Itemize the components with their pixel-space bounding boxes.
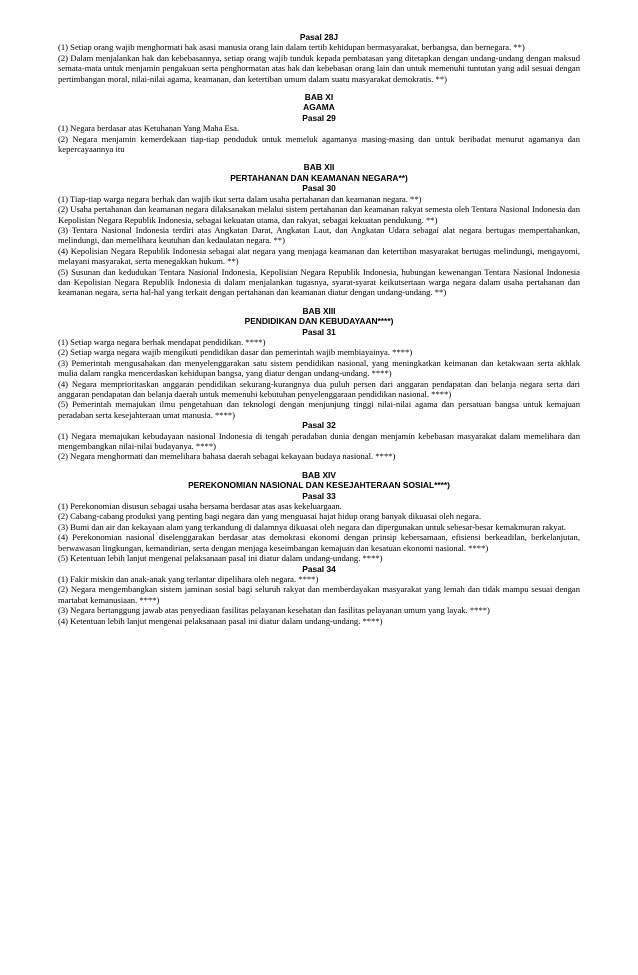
article-paragraph: (2) Setiap warga negara wajib mengikuti pendidikan dasar dan pemerintah wajib membiayainya. ****) — [58, 347, 413, 358]
section-heading: PEREKONOMIAN NASIONAL DAN KESEJAHTERAAN SOSIAL****) — [188, 480, 450, 491]
article-paragraph: (4) Kepolisian Negara Republik Indonesia sebagai alat negara yang menjaga keamanan dan ketertiban masyarakat bertugas melindungi, mengayomi, melayani masyarakat, serta menegakkan hukum. **) — [58, 245, 580, 267]
article-paragraph: (1) Setiap orang wajib menghormati hak asasi manusia orang lain dalam tertib kehidupan bermasyarakat, berbangsa, dan bernegara. **) — [58, 42, 525, 53]
article-paragraph: (3) Tentara Nasional Indonesia terdiri atas Angkatan Darat, Angkatan Laut, dan Angkatan Udara sebagai alat negara bertugas mempertahankan, melindungi, dan memelihara keutuhan dan kedaulatan negara. **) — [58, 224, 580, 246]
article-paragraph: (4) Negara memprioritaskan anggaran pendidikan sekurang-kurangnya dua puluh persen dari anggaran pendapatan dan belanja negara serta dari anggaran pendapatan dan belanja daerah untuk memenuhi kebutuhan penyelenggaraan pendidikan nasional. ****) — [58, 378, 580, 399]
document-page — [58, 32, 580, 626]
section-heading: BAB XII — [303, 162, 335, 173]
section-heading: PERTAHANAN DAN KEAMANAN NEGARA**) — [230, 172, 408, 183]
article-paragraph: (2) Negara menjamin kemerdekaan tiap-tiap penduduk untuk memeluk agamanya masing-masing dan untuk beribadat menurut agamanya dan kepercayaannya itu — [58, 133, 580, 155]
article-paragraph: (1) Setiap warga negara berhak mendapat pendidikan. ****) — [58, 336, 266, 347]
article-paragraph: (2) Dalam menjalankan hak dan kebebasannya, setiap orang wajib tunduk kepada pembatasan yang ditetapkan dengan undang-undang dengan maksud semata-mata untuk menjamin pengakuan serta penghormatan atas hak dan kebebasan orang lain dan untuk memenuhi tuntutan yang adil sesuai dengan pertimbangan moral, nilai-nilai agama, keamanan, dan ketertiban umum dalam suatu masyarakat demokratis. **) — [58, 52, 580, 84]
section-heading: Pasal 33 — [302, 490, 336, 501]
article-paragraph: (1) Perekonomian disusun sebagai usaha bersama berdasar atas asas kekeluargaan. — [58, 501, 342, 512]
article-paragraph: (3) Negara bertanggung jawab atas penyediaan fasilitas pelayanan kesehatan dan fasilitas pelayanan umum yang layak. ****) — [58, 605, 490, 616]
section-heading: Pasal 34 — [302, 563, 336, 574]
article-paragraph: (3) Bumi dan air dan kekayaan alam yang terkandung di dalamnya dikuasai oleh negara dan dipergunakan untuk sebesar-besar kemakmuran rakyat. — [58, 521, 566, 532]
article-paragraph: (5) Susunan dan kedudukan Tentara Nasional Indonesia, Kepolisian Negara Republik Indonesia, hubungan kewenangan Tentara Nasional Indonesia dan Kepolisian Negara Republik Indonesia di dalam menjalankan tugasnya, syarat-syarat keikutsertaan warga negara dalam usaha pertahanan dan keamanan negara, serta hal-hal yang terkait dengan pertahanan dan keamanan diatur dengan undang-undang. **) — [58, 266, 580, 298]
section-heading: BAB XIV — [302, 469, 336, 480]
section-heading: PENDIDIKAN DAN KEBUDAYAAN****) — [244, 316, 394, 327]
section-gap — [58, 84, 580, 92]
article-paragraph: (2) Negara menghormati dan memelihara bahasa daerah sebagai kekayaan budaya nasional. ****) — [58, 451, 396, 462]
section-heading: Pasal 28J — [299, 32, 339, 42]
article-paragraph: (5) Pemerintah memajukan ilmu pengetahuan dan teknologi dengan menjunjung tinggi nilai-nilai agama dan persatuan bangsa untuk kemajuan peradaban serta kesejahteraan umat manusia. ****) — [58, 399, 580, 420]
section-gap — [58, 154, 580, 162]
section-heading: Pasal 30 — [302, 183, 336, 194]
article-paragraph: (1) Fakir miskin dan anak-anak yang terlantar dipelihara oleh negara. ****) — [58, 573, 319, 584]
article-paragraph: (1) Tiap-tiap warga negara berhak dan wajib ikut serta dalam usaha pertahanan dan keamanan negara. **) — [58, 193, 422, 204]
article-paragraph: (1) Negara memajukan kebudayaan nasional Indonesia di tengah peradaban dunia dengan menjamin kebebasan masyarakat dalam memelihara dan mengembangkan nilai-nilai budayanya. ****) — [58, 430, 580, 452]
section-heading: BAB XIII — [302, 305, 336, 316]
article-paragraph: (5) Ketentuan lebih lanjut mengenai pelaksanaan pasal ini diatur dalam undang-undang. ****) — [58, 553, 383, 564]
article-paragraph: (1) Negara berdasar atas Ketuhanan Yang Maha Esa. — [58, 123, 240, 134]
article-paragraph: (2) Usaha pertahanan dan keamanan negara dilaksanakan melalui sistem pertahanan dan keamanan rakyat semesta oleh Tentara Nasional Indonesia dan Kepolisian Negara Republik Indonesia, sebagai kekuatan utama, dan rakyat, sebagai kekuatan pendukung. **) — [58, 204, 580, 225]
section-gap — [58, 462, 580, 470]
section-heading: BAB XI — [304, 92, 334, 103]
section-heading: AGAMA — [303, 102, 335, 113]
section-gap — [58, 298, 580, 306]
article-paragraph: (3) Pemerintah mengusahakan dan menyelenggarakan satu sistem pendidikan nasional, yang meningkatkan keimanan dan ketakwaan serta akhlak mulia dalam rangka mencerdaskan kehidupan bangsa, yang diatur dengan undang-undang. ****) — [58, 357, 580, 379]
section-heading: Pasal 29 — [302, 112, 336, 123]
article-paragraph: (4) Perekonomian nasional diselenggarakan berdasar atas demokrasi ekonomi dengan prinsip kebersamaan, efisiensi berkeadilan, berkelanjutan, berwawasan lingkungan, kemandirian, serta dengan menjaga keseimbangan kemajuan dan kesatuan ekonomi nasional. ****) — [58, 532, 580, 553]
section-heading: Pasal 31 — [302, 326, 336, 337]
article-paragraph: (4) Ketentuan lebih lanjut mengenai pelaksanaan pasal ini diatur dalam undang-undang. ****) — [58, 615, 383, 626]
article-paragraph: (2) Negara mengembangkan sistem jaminan sosial bagi seluruh rakyat dan memberdayakan masyarakat yang lemah dan tidak mampu sesuai dengan martabat kemanusiaan. ****) — [58, 584, 580, 605]
article-paragraph: (2) Cabang-cabang produksi yang penting bagi negara dan yang menguasai hajat hidup orang banyak dikuasai oleh negara. — [58, 511, 482, 522]
section-heading: Pasal 32 — [302, 420, 336, 431]
